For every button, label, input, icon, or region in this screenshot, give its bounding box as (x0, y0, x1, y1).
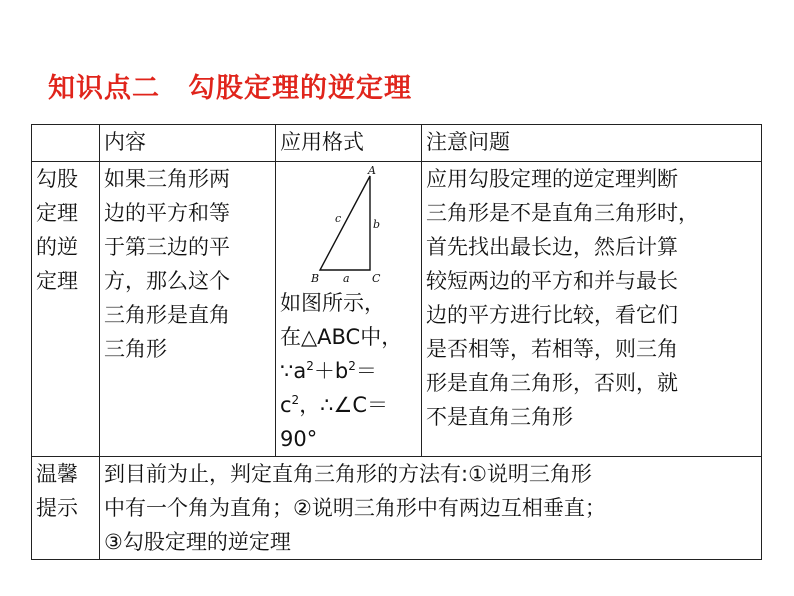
content-line: 方，那么这个 (104, 269, 230, 293)
notes-cell (422, 162, 762, 457)
side-label-c: c (335, 212, 342, 225)
knowledge-table (31, 124, 762, 560)
application-line (280, 388, 419, 422)
label-line: 定理 (36, 269, 78, 293)
label-line: 定理 (36, 201, 78, 225)
side-label-b: b (373, 218, 381, 231)
note-line: 形是直角三角形，否则，就 (426, 371, 678, 395)
content-line: 边的平方和等 (104, 201, 230, 225)
application-cell (276, 162, 422, 457)
header-application: 应用格式 (276, 125, 422, 162)
row-label-tips (32, 457, 100, 560)
vertex-label-a: A (368, 166, 376, 177)
content-line: 于第三边的平 (104, 235, 230, 259)
note-line: 首先找出最长边，然后计算 (426, 235, 678, 259)
formula-part: ＋b (313, 359, 349, 383)
formula-part: ∵a (280, 359, 307, 383)
content-line: 三角形是直角 (104, 303, 230, 327)
table-header-row (32, 125, 762, 162)
right-triangle-figure (310, 166, 390, 286)
header-notes: 注意问题 (422, 125, 762, 162)
section-topic: 勾股定理的逆定理 (188, 73, 412, 104)
application-line: 在△ABC中， (280, 325, 403, 349)
row-label-converse (32, 162, 100, 457)
header-corner (32, 125, 100, 162)
triangle-shape (320, 176, 370, 270)
note-line: 不是直角三角形 (426, 405, 573, 429)
label-line: 勾股 (36, 167, 78, 191)
section-title (48, 66, 412, 105)
application-line: 如图所示， (280, 291, 385, 315)
note-line: 三角形是不是直角三角形时， (426, 201, 699, 225)
tip-line: ③勾股定理的逆定理 (104, 530, 291, 554)
tip-line: 中有一个角为直角；②说明三角形中有两边互相垂直； (104, 496, 606, 520)
exponent: 2 (306, 359, 314, 373)
exponent: 2 (348, 359, 356, 373)
table-row-tips (32, 457, 762, 560)
content-line: 三角形 (104, 337, 167, 361)
note-line: 边的平方进行比较，看它们 (426, 303, 678, 327)
exponent: 2 (291, 393, 300, 407)
label-line: 的逆 (36, 235, 78, 259)
section-number: 知识点二 (48, 73, 160, 104)
header-content: 内容 (100, 125, 276, 162)
note-line: 较短两边的平方和并与最长 (426, 269, 678, 293)
formula-part: ，∴∠C＝ (299, 393, 389, 417)
vertex-label-b: B (311, 272, 320, 285)
content-cell (100, 162, 276, 457)
formula-part: c (280, 393, 292, 417)
application-line: 90° (280, 427, 318, 451)
side-label-a: a (343, 272, 350, 285)
label-line: 温馨 (36, 462, 78, 486)
table-row-converse-theorem (32, 162, 762, 457)
tip-line: 到目前为止，判定直角三角形的方法有:①说明三角形 (104, 462, 592, 486)
content-line: 如果三角形两 (104, 167, 230, 191)
note-line: 应用勾股定理的逆定理判断 (426, 167, 678, 191)
formula-part: ＝ (355, 359, 377, 383)
tips-content-cell (100, 457, 762, 560)
note-line: 是否相等，若相等，则三角 (426, 337, 678, 361)
application-line (280, 354, 419, 388)
vertex-label-c: C (372, 272, 381, 285)
label-line: 提示 (36, 496, 78, 520)
